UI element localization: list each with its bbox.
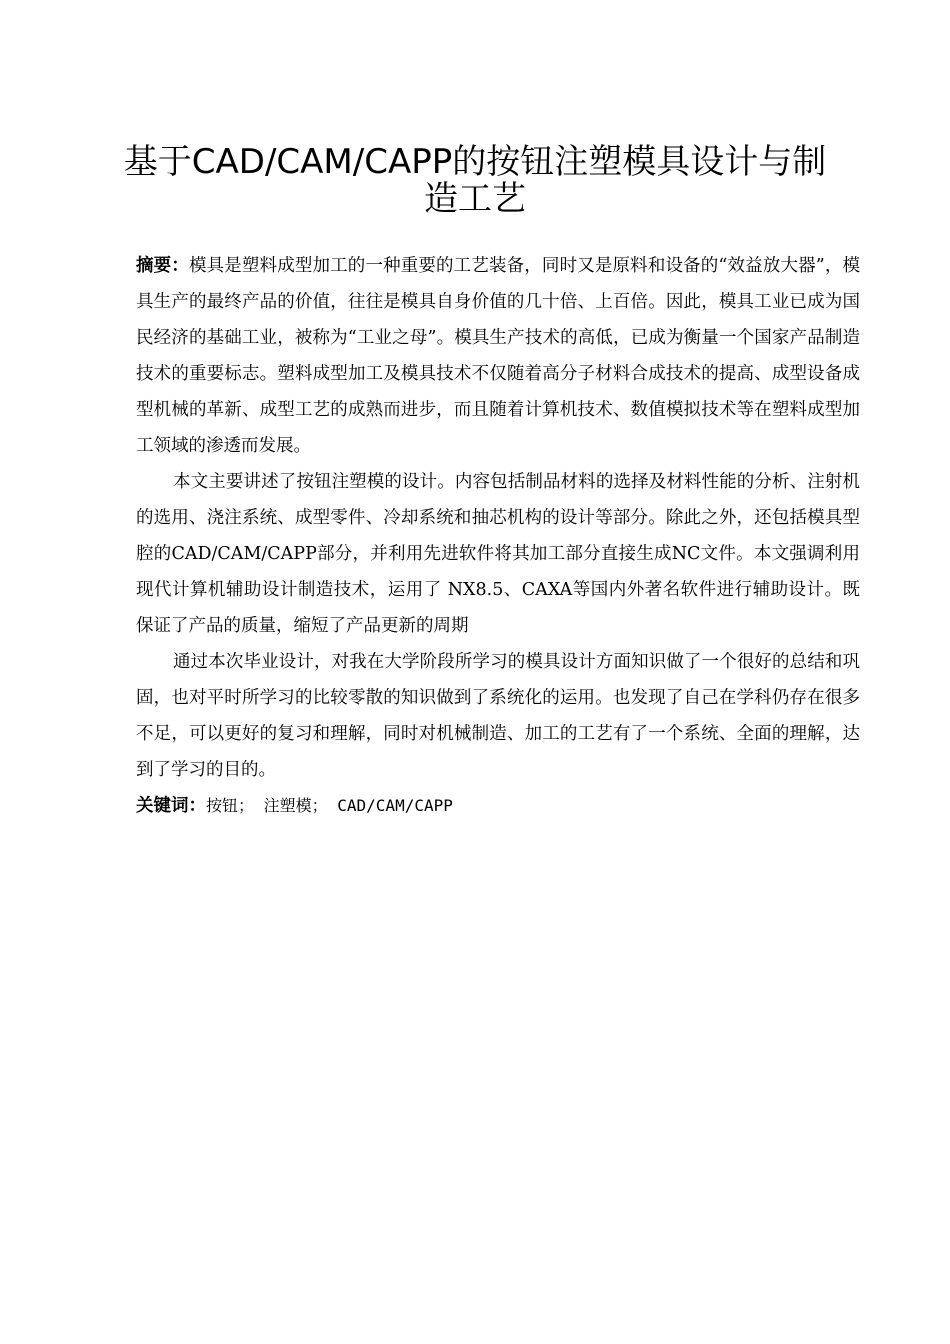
abstract-paragraph-1: [136, 248, 860, 464]
abstract-paragraph-3: 通过本次毕业设计，对我在大学阶段所学习的模具设计方面知识做了一个很好的总结和巩固，也对平时所学习的比较零散的知识做到了系统化的运用。也发现了自己在学科仍存在很多不足，可以更好的复习和理解，同时对机械制造、加工的工艺有了一个系统、全面的理解，达到了学习的目的。: [136, 652, 860, 780]
abstract-label: 摘要：: [136, 256, 189, 276]
abstract-paragraph-2: 本文主要讲述了按钮注塑模的设计。内容包括制品材料的选择及材料性能的分析、注射机的选用、浇注系统、成型零件、冷却系统和抽芯机构的设计等部分。除此之外，还包括模具型腔的CAD/CAM/CAPP部分，并利用先进软件将其加工部分直接生成NC文件。本文强调利用现代计算机辅助设计制造技术，运用了 NX8.5、CAXA等国内外著名软件进行辅助设计。既保证了产品的质量，缩短了产品更新的周期: [136, 472, 860, 636]
keywords-line: [136, 788, 860, 824]
keywords-value: 按钮； 注塑模； CAD/CAM/CAPP: [206, 796, 453, 815]
abstract-paragraph-1-text: 模具是塑料成型加工的一种重要的工艺装备，同时又是原料和设备的“效益放大器”，模具生产的最终产品的价值，往往是模具自身价值的几十倍、上百倍。因此，模具工业已成为国民经济的基础工业，被称为“工业之母”。模具生产技术的高低，已成为衡量一个国家产品制造技术的重要标志。塑料成型加工及模具技术不仅随着高分子材料合成技术的提高、成型设备成型机械的革新、成型工艺的成熟而进步，而且随着计算机技术、数值模拟技术等在塑料成型加工领域的渗透而发展。: [136, 256, 861, 456]
abstract-section: [136, 248, 860, 824]
document-title: 基于CAD/CAM/CAPP的按钮注塑模具设计与制造工艺: [123, 142, 827, 219]
keywords-label: 关键词：: [136, 796, 206, 816]
